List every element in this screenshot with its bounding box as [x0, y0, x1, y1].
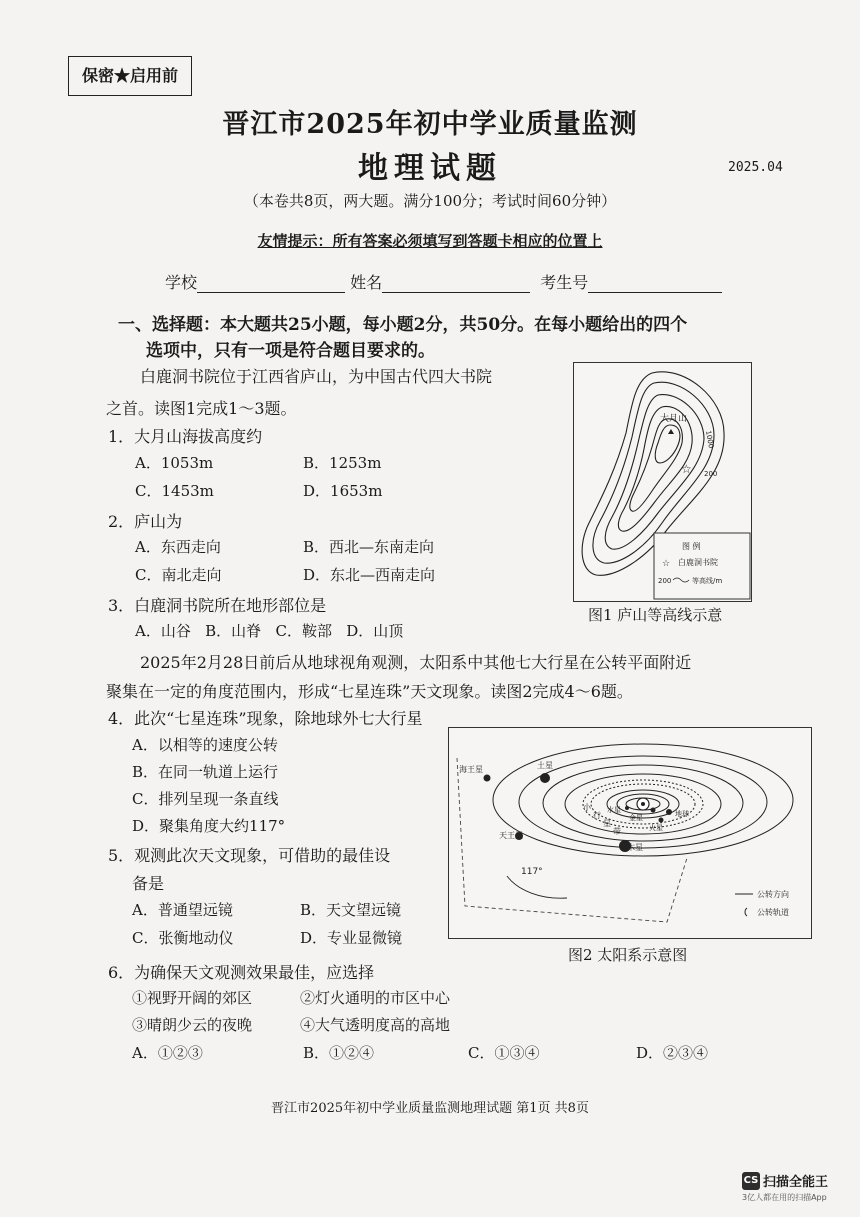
- section-heading-line1: 一、选择题：本大题共25小题，每小题2分，共50分。在每小题给出的四个: [118, 315, 688, 335]
- q6-stem: 6．为确保天文观测效果最佳，应选择: [108, 963, 375, 982]
- q6-item-2: ②灯火通明的市区中心: [300, 989, 451, 1007]
- q6-option-c: C．①③④: [468, 1044, 540, 1062]
- q6-option-a: A．①②③: [132, 1044, 203, 1062]
- exam-info: （本卷共8页，两大题。满分100分；考试时间60分钟）: [243, 192, 617, 210]
- asteroid-belt-char-3: 星: [603, 819, 611, 828]
- passage1-line1: 白鹿洞书院位于江西省庐山，为中国古代四大书院: [140, 367, 493, 386]
- q5-option-c: C．张衡地动仪: [132, 929, 234, 947]
- venus-dot: [651, 808, 656, 813]
- passage2-line2: 聚集在一定的角度范围内，形成“七星连珠”天文现象。读图2完成4～6题。: [106, 682, 633, 701]
- legend-orbit-icon: [745, 908, 747, 916]
- legend-direction-label: 公转方向: [757, 890, 789, 899]
- saturn-label: 土星: [537, 761, 553, 770]
- figure1-contour-map: [573, 362, 752, 602]
- q5-option-b: B．天文望远镜: [300, 901, 402, 919]
- mercury-dot: [625, 806, 629, 810]
- legend-title: 图 例: [682, 542, 701, 551]
- passage1-line2: 之首。读图1完成1～3题。: [106, 399, 297, 418]
- angle-label: 117°: [521, 867, 543, 877]
- q6-option-b: B．①②④: [303, 1044, 375, 1062]
- angle-arc: [507, 876, 567, 898]
- legend-school-label: 白鹿洞书院: [678, 558, 718, 567]
- q6-item-3: ③晴朗少云的夜晚: [132, 1016, 253, 1034]
- q3-stem: 3．白鹿洞书院所在地形部位是: [108, 596, 327, 615]
- page-footer: 晋江市2025年初中学业质量监测地理试题 第1页 共8页: [271, 1101, 589, 1116]
- contour-label-200: 200: [704, 470, 718, 478]
- q5-stem-line2: 备是: [132, 874, 165, 893]
- legend-contour-value: 200: [658, 577, 672, 585]
- earth-dot: [666, 809, 672, 815]
- q1-stem: 1．大月山海拔高度约: [108, 427, 263, 446]
- q4-option-d: D．聚集角度大约117°: [132, 817, 286, 835]
- neptune-dot: [484, 775, 491, 782]
- q1-option-d: D．1653m: [303, 482, 383, 500]
- legend-star-icon: ☆: [662, 559, 671, 569]
- q2-option-d: D．东北—西南走向: [303, 566, 436, 584]
- saturn-dot: [540, 773, 550, 783]
- q3-options: A．山谷 B．山脊 C．鞍部 D．山顶: [135, 622, 404, 640]
- asteroid-belt-char-1: 小: [583, 803, 591, 812]
- academy-star-icon: ☆: [681, 462, 692, 476]
- q6-item-4: ④大气透明度高的高地: [300, 1016, 451, 1034]
- student-id-label: 考生号: [540, 273, 589, 292]
- name-blank: [382, 276, 530, 293]
- figure2-caption: 图2 太阳系示意图: [568, 946, 688, 964]
- mercury-label: 水星: [607, 806, 621, 814]
- contour-map-svg: [574, 363, 751, 601]
- exam-subtitle: 地理试题: [358, 151, 502, 186]
- q1-option-b: B．1253m: [303, 454, 382, 472]
- peak-marker: [668, 429, 674, 434]
- venus-label: 金星: [629, 814, 643, 822]
- q1-option-a: A．1053m: [135, 454, 214, 472]
- peak-label: 大月山: [660, 414, 688, 424]
- q2-option-a: A．东西走向: [135, 538, 221, 556]
- exam-date: 2025.04: [728, 160, 783, 175]
- q4-option-b: B．在同一轨道上运行: [132, 763, 279, 781]
- student-id-blank: [588, 276, 722, 293]
- solar-system-svg: [449, 728, 811, 938]
- q4-option-c: C．排列呈现一条直线: [132, 790, 279, 808]
- figure1-caption: 图1 庐山等高线示意: [588, 606, 723, 624]
- q4-stem: 4．此次“七星连珠”现象，除地球外七大行星: [108, 709, 423, 728]
- q4-option-a: A．以相等的速度公转: [132, 736, 278, 754]
- friendly-tip: 友情提示：所有答案必须填写到答题卡相应的位置上: [257, 232, 603, 250]
- jupiter-label: 木星: [627, 843, 643, 852]
- asteroid-belt-char-2: 行: [593, 811, 601, 820]
- q2-option-c: C．南北走向: [135, 566, 222, 584]
- student-fields: [165, 270, 722, 293]
- exam-title: 晋江市2025年初中学业质量监测: [222, 109, 638, 140]
- q5-option-a: A．普通望远镜: [132, 901, 233, 919]
- figure2-legend: [735, 889, 789, 917]
- q6-option-d: D．②③④: [636, 1044, 709, 1062]
- q2-stem: 2．庐山为: [108, 512, 183, 531]
- neptune-label: 海王星: [459, 765, 483, 774]
- q2-option-b: B．西北—东南走向: [303, 538, 435, 556]
- figure2-solar-system: [448, 727, 812, 939]
- name-label: 姓名: [350, 273, 383, 292]
- legend-contour-label: 等高线/m: [692, 577, 723, 585]
- camscanner-logo-icon: CS: [742, 1172, 760, 1190]
- contour-label-1000: 1000: [704, 429, 716, 449]
- confidential-label: 保密★启用前: [68, 56, 192, 96]
- mars-dot: [659, 818, 664, 823]
- scanner-watermark: [742, 1170, 828, 1203]
- mars-label: 火星: [649, 824, 663, 832]
- asteroid-belt-char-4: 带: [613, 827, 621, 836]
- q6-item-1: ①视野开阔的郊区: [132, 989, 253, 1007]
- section-heading: [118, 312, 768, 364]
- figure1-legend: [654, 533, 750, 599]
- school-label: 学校: [165, 273, 198, 292]
- section-heading-line2: 选项中，只有一项是符合题目要求的。: [146, 341, 435, 361]
- school-blank: [197, 276, 345, 293]
- q5-stem-line1: 5．观测此次天文现象，可借助的最佳设: [108, 846, 391, 865]
- earth-label: 地球: [675, 810, 689, 818]
- q5-option-d: D．专业显微镜: [300, 929, 403, 947]
- scanner-name: 扫描全能王: [763, 1175, 829, 1190]
- q1-option-c: C．1453m: [135, 482, 214, 500]
- uranus-label: 天王星: [499, 831, 523, 840]
- scanner-slogan: 3亿人都在用的扫描App: [742, 1193, 827, 1202]
- legend-orbit-label: 公转轨道: [757, 908, 789, 917]
- passage2-line1: 2025年2月28日前后从地球视角观测，太阳系中其他七大行星在公转平面附近: [140, 653, 692, 672]
